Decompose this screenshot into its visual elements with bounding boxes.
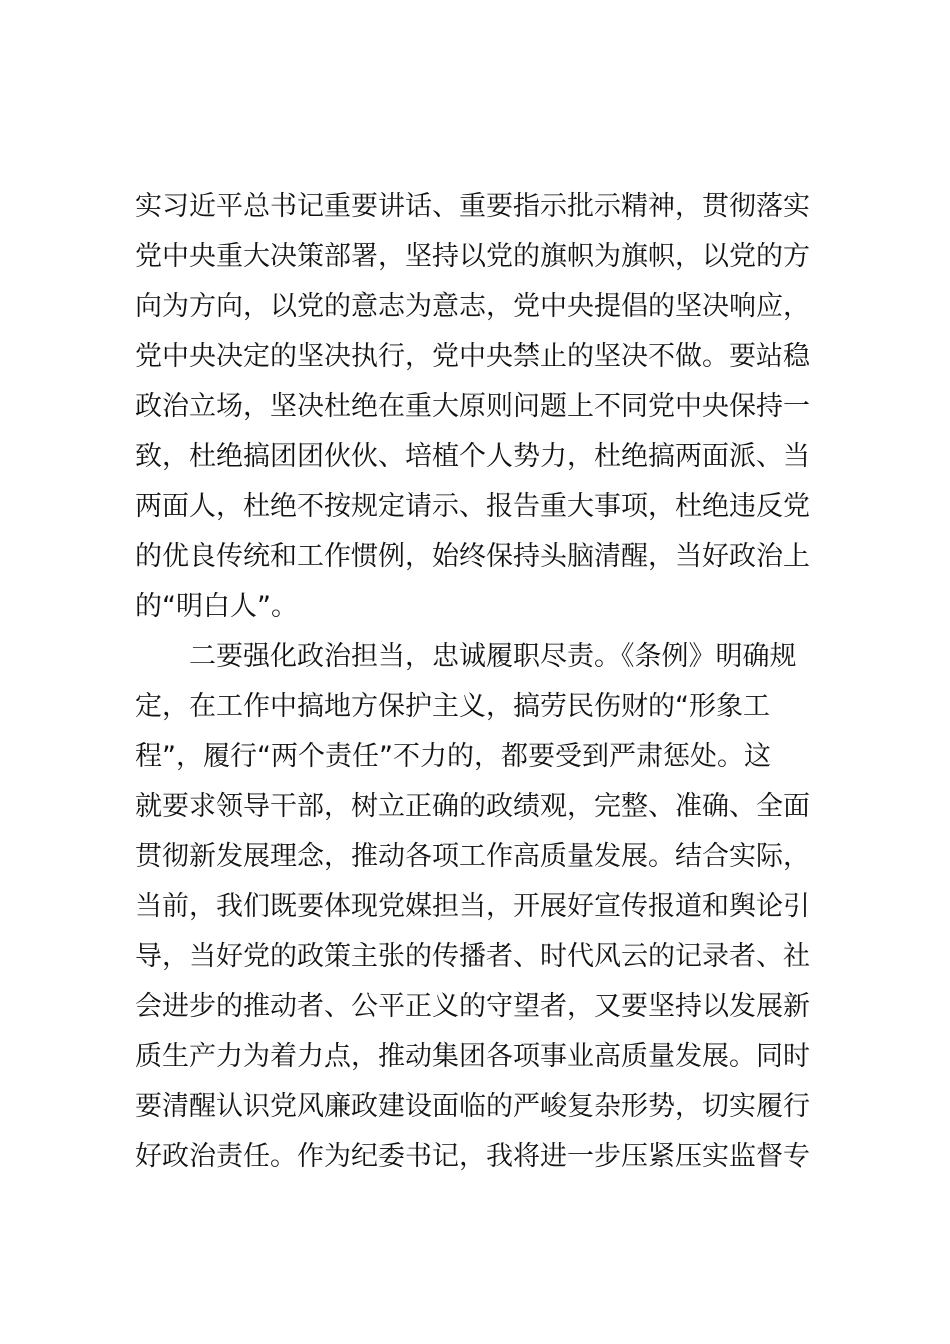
text-line: 导，当好党的政策主张的传播者、时代风云的记录者、社 xyxy=(135,941,810,972)
text-line: 的“明白人”。 xyxy=(135,591,298,622)
text-line: 政治立场，坚决杜绝在重大原则问题上不同党中央保持一 xyxy=(135,391,810,422)
text-line: 贯彻新发展理念，推动各项工作高质量发展。结合实际， xyxy=(135,841,810,872)
text-line: 好政治责任。作为纪委书记，我将进一步压紧压实监督专 xyxy=(135,1141,810,1172)
text-line: 党中央重大决策部署，坚持以党的旗帜为旗帜，以党的方 xyxy=(135,241,810,272)
text-line: 致，杜绝搞团团伙伙、培植个人势力，杜绝搞两面派、当 xyxy=(135,441,810,472)
document-body xyxy=(135,182,835,1182)
text-line: 的优良传统和工作惯例，始终保持头脑清醒，当好政治上 xyxy=(135,541,810,572)
text-line: 会进步的推动者、公平正义的守望者，又要坚持以发展新 xyxy=(135,991,810,1022)
text-line: 党中央决定的坚决执行，党中央禁止的坚决不做。要站稳 xyxy=(135,341,810,372)
paragraph-start-line: 二要强化政治担当，忠诚履职尽责。《条例》明确规 xyxy=(189,641,797,672)
text-line: 当前，我们既要体现党媒担当，开展好宣传报道和舆论引 xyxy=(135,891,810,922)
text-line: 定，在工作中搞地方保护主义，搞劳民伤财的“形象工 xyxy=(135,691,770,722)
text-line: 要清醒认识党风廉政建设面临的严峻复杂形势，切实履行 xyxy=(135,1091,810,1122)
text-line: 程”，履行“两个责任”不力的，都要受到严肃惩处。这 xyxy=(135,741,771,772)
text-line: 向为方向，以党的意志为意志，党中央提倡的坚决响应， xyxy=(135,291,810,322)
text-line: 两面人，杜绝不按规定请示、报告重大事项，杜绝违反党 xyxy=(135,491,810,522)
text-line: 实习近平总书记重要讲话、重要指示批示精神，贯彻落实 xyxy=(135,191,810,222)
text-line: 质生产力为着力点，推动集团各项事业高质量发展。同时 xyxy=(135,1041,810,1072)
text-line: 就要求领导干部，树立正确的政绩观，完整、准确、全面 xyxy=(135,791,810,822)
